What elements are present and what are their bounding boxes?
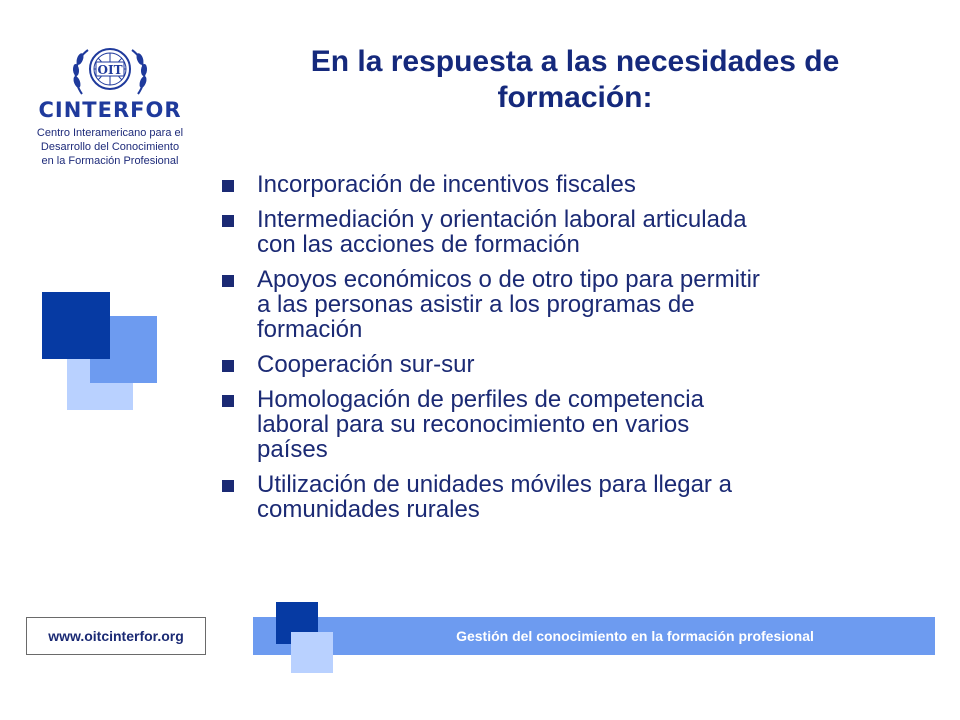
logo-subtitle-line: en la Formación Profesional — [41, 155, 179, 167]
bullet-square-icon — [222, 395, 234, 407]
footer-tagline: Gestión del conocimiento en la formación profesional — [456, 628, 814, 644]
bullet-line: Intermediación y orientación laboral articulada — [257, 206, 747, 233]
cinterfor-logo — [30, 42, 190, 172]
bullet-square-icon — [222, 275, 234, 287]
bullet-line: Cooperación sur-sur — [257, 351, 475, 378]
bullet-item — [220, 267, 935, 342]
bullet-line: con las acciones de formación — [257, 231, 580, 258]
bullet-line: comunidades rurales — [257, 496, 480, 523]
bullet-square-icon — [222, 180, 234, 192]
bullet-item — [220, 387, 935, 462]
decorative-square-dark — [42, 292, 110, 359]
bullet-square-icon — [222, 480, 234, 492]
slide-title — [220, 44, 930, 116]
slide-title-line: formación: — [497, 81, 653, 114]
bullet-list — [220, 172, 935, 532]
bullet-line: Incorporación de incentivos fiscales — [257, 171, 636, 198]
bullet-item — [220, 172, 935, 197]
slide-title-line: En la respuesta a las necesidades de — [310, 45, 840, 78]
bullet-item — [220, 352, 935, 377]
website-url[interactable]: www.oitcinterfor.org — [26, 617, 206, 655]
bullet-item — [220, 207, 935, 257]
bullet-line: Homologación de perfiles de competencia — [257, 386, 704, 413]
bullet-line: Utilización de unidades móviles para llegar a — [257, 471, 732, 498]
footer-square-light — [291, 632, 333, 673]
logo-wordmark: CINTERFOR — [38, 98, 182, 122]
bullet-square-icon — [222, 215, 234, 227]
bullet-line: a las personas asistir a los programas de — [257, 291, 695, 318]
bullet-line: formación — [257, 316, 363, 343]
logo-subtitle — [30, 126, 190, 168]
emblem-text: OIT — [97, 63, 123, 77]
bullet-line: laboral para su reconocimiento en varios — [257, 411, 690, 438]
bullet-line: Apoyos económicos o de otro tipo para permitir — [257, 266, 760, 293]
logo-subtitle-line: Centro Interamericano para el — [36, 127, 184, 139]
bullet-square-icon — [222, 360, 234, 372]
logo-subtitle-line: Desarrollo del Conocimiento — [40, 141, 180, 153]
bullet-line: países — [257, 436, 328, 463]
oit-emblem-icon — [68, 42, 152, 98]
bullet-item — [220, 472, 935, 522]
